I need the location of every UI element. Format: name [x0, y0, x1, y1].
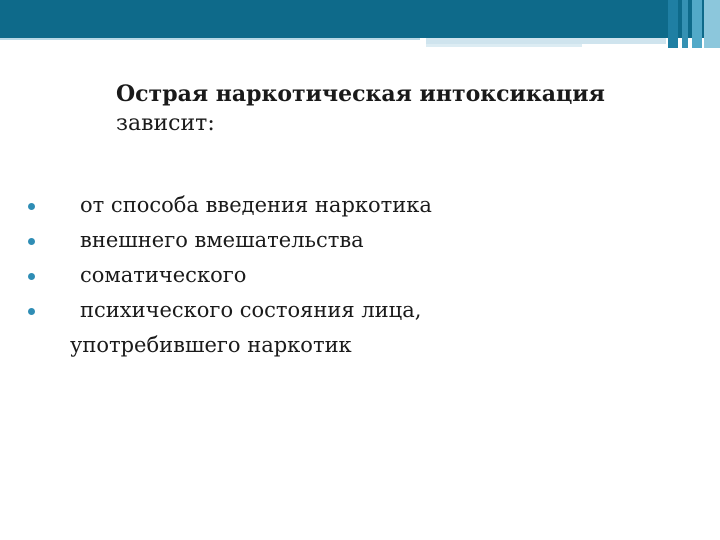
bullet-dot-icon [28, 308, 35, 315]
list-item [28, 223, 668, 258]
title-normal: зависит: [116, 111, 215, 136]
title-bold: Острая наркотическая интоксикация [116, 81, 605, 107]
bullet-text: от способа введения наркотика [80, 193, 432, 217]
header-banner [0, 0, 720, 38]
bullet-text: психического состояния лица, [80, 298, 422, 322]
list-item [28, 188, 668, 223]
bullet-dot-icon [28, 273, 35, 280]
decorative-stripe [668, 0, 678, 48]
banner-accent-bar-thin [426, 44, 582, 47]
list-item [28, 258, 668, 293]
bullet-text: внешнего вмешательства [80, 228, 364, 252]
bullet-dot-icon [28, 238, 35, 245]
bullet-continuation: употребившего наркотик [70, 333, 352, 357]
bullet-list [28, 188, 668, 363]
bullet-text: соматического [80, 263, 247, 287]
decorative-stripe [682, 0, 688, 48]
decorative-stripe [692, 0, 702, 48]
banner-accent-line [0, 38, 420, 40]
decorative-stripe [704, 0, 720, 48]
list-item [28, 293, 668, 363]
bullet-dot-icon [28, 203, 35, 210]
slide-title [116, 80, 636, 138]
